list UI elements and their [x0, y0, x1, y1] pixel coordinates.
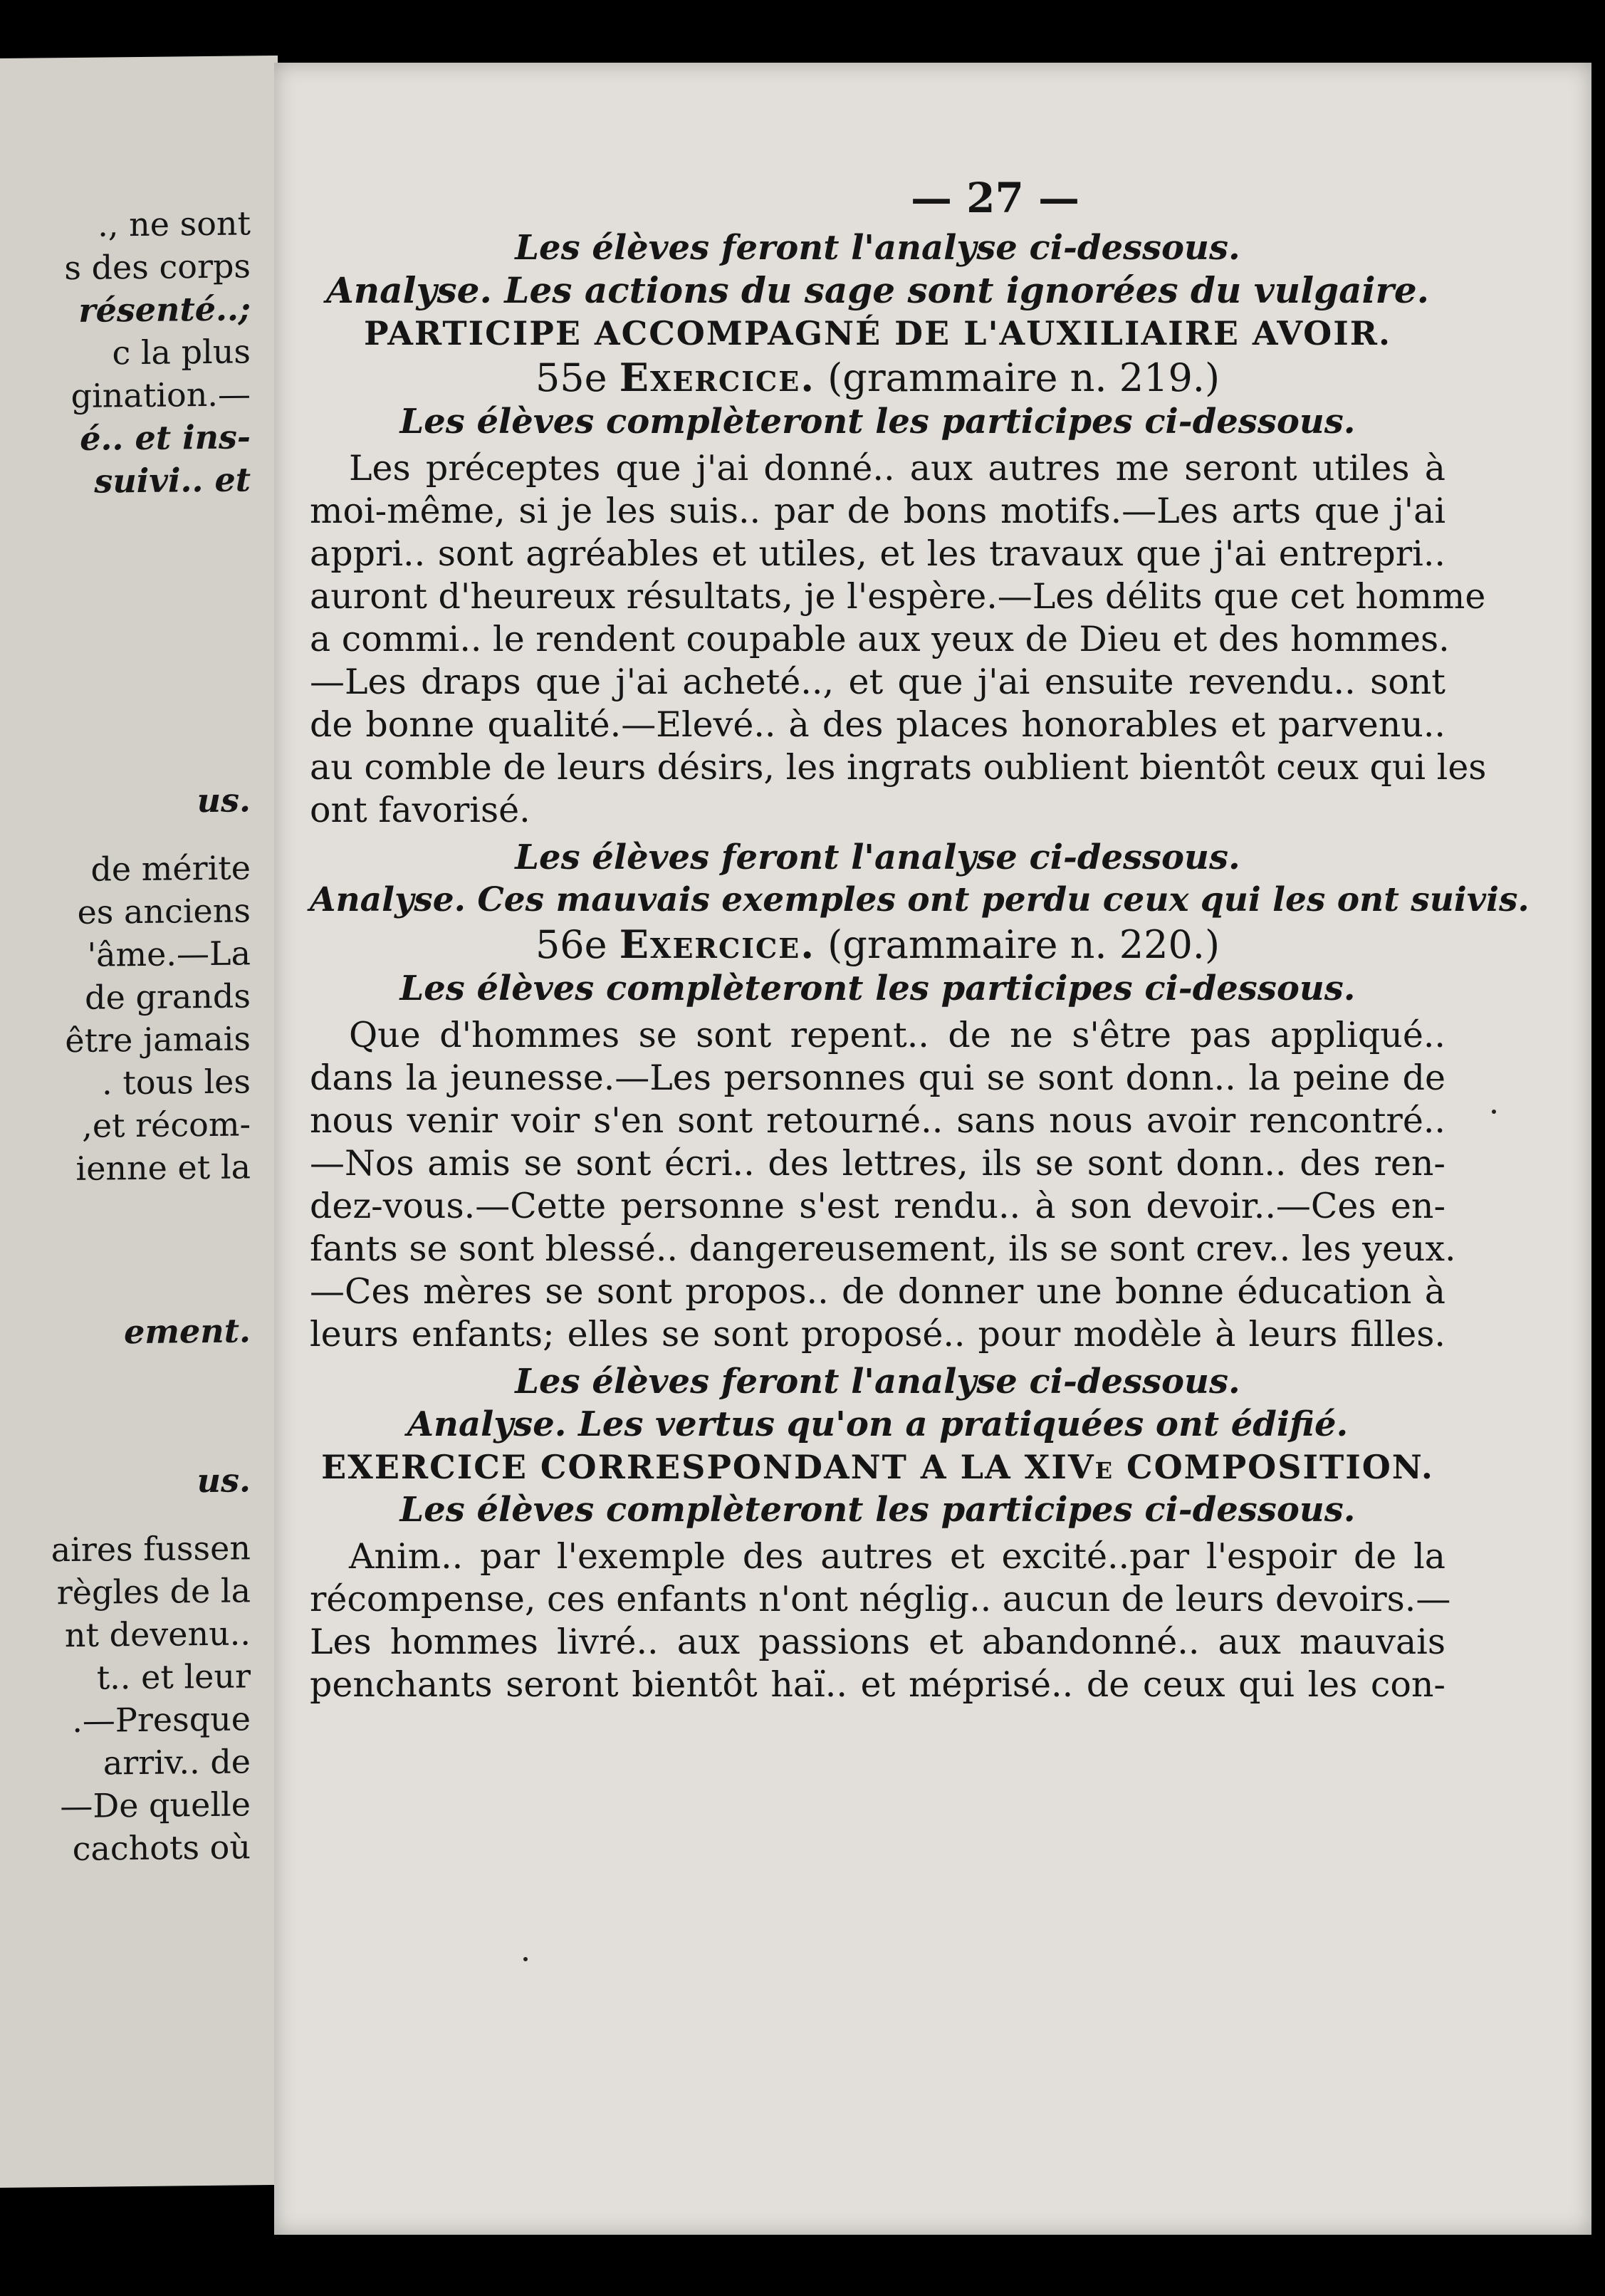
ink-speck	[523, 1957, 528, 1961]
text-line: —Nos amis se sont écri.. des lettres, ils se sont donn.. des ren-	[310, 1143, 1445, 1184]
instruction-analyse-3: Les élèves feront l'analyse ci-dessous.	[515, 1362, 1240, 1402]
instruction-complete-2: Les élèves complèteront les participes ci-dessous.	[399, 969, 1356, 1008]
left-page-fragment: us.	[197, 1461, 251, 1501]
left-page-fragment: é.. et ins-	[80, 417, 251, 458]
left-page-fragment: ement.	[124, 1311, 251, 1352]
left-page-fragment: 'âme.—La	[87, 934, 251, 974]
ink-speck	[1492, 1110, 1496, 1114]
left-page-fragment: nt devenu..	[64, 1614, 251, 1655]
left-page-fragment: ., ne sont	[98, 204, 251, 244]
left-page-fragment: être jamais	[65, 1019, 251, 1060]
text-line: —Les draps que j'ai acheté.., et que j'ai ensuite revendu.. sont	[310, 662, 1445, 702]
text-line: leurs enfants; elles se sont proposé.. pour modèle à leurs filles.	[310, 1314, 1445, 1355]
exercise-56-heading	[310, 922, 1445, 967]
left-page-fragment: .—Presque	[72, 1699, 251, 1740]
instruction-complete-1: Les élèves complèteront les participes ci-dessous.	[399, 402, 1356, 442]
text-line: a commi.. le rendent coupable aux yeux de Dieu et des hommes.	[310, 619, 1450, 659]
text-line: dez-vous.—Cette personne s'est rendu.. à son devoir..—Ces en-	[310, 1186, 1445, 1226]
left-page-fragment: de grands	[85, 976, 251, 1017]
exercise-56-word: Exercice.	[619, 922, 816, 967]
analyse-line-2: Analyse. Ces mauvais exemples ont perdu ceux qui les ont suivis.	[310, 880, 1530, 919]
instruction-analyse-2: Les élèves feront l'analyse ci-dessous.	[515, 837, 1240, 877]
left-page-fragment: ienne et la	[75, 1147, 251, 1188]
left-page-fragment: c la plus	[112, 332, 251, 372]
text-line: penchants seront bientôt haï.. et méprisé.. de ceux qui les con-	[310, 1664, 1445, 1705]
text-line: auront d'heureux résultats, je l'espère.—Les délits que cet homme	[310, 576, 1486, 617]
exercise-55-text	[310, 447, 1487, 832]
text-line: moi-même, si je les suis.. par de bons motifs.—Les arts que j'ai	[310, 491, 1445, 531]
text-line: de bonne qualité.—Elevé.. à des places honorables et parvenu..	[310, 704, 1445, 745]
text-line: récompense, ces enfants n'ont néglig.. aucun de leurs devoirs.—	[310, 1579, 1451, 1619]
analyse-line-3: Analyse. Les vertus qu'on a pratiquées ont édifié.	[407, 1404, 1349, 1444]
text-line: Les préceptes que j'ai donné.. aux autres me seront utiles à	[349, 448, 1445, 489]
text-line: fants se sont blessé.. dangereusement, ils se sont crev.. les yeux.	[310, 1228, 1456, 1269]
section-title-participe: PARTICIPE ACCOMPAGNÉ DE L'AUXILIAIRE AVOIR.	[364, 314, 1391, 353]
left-page-fragment: aires fussen	[51, 1528, 251, 1570]
left-page-fragment: arriv.. de	[103, 1742, 251, 1783]
left-page-fragment: suivi.. et	[94, 460, 251, 501]
left-page-fragment: s des corps	[64, 246, 251, 288]
text-line: ont favorisé.	[310, 790, 530, 830]
left-page-fragment: résenté..;	[78, 289, 251, 330]
page-number: — 27 —	[910, 174, 1080, 222]
exercise-55-number: 55e	[535, 355, 619, 400]
left-page-fragment: règles de la	[56, 1571, 251, 1612]
exercise-56-number: 56e	[535, 922, 619, 967]
right-page	[274, 63, 1591, 2235]
instruction-complete-3: Les élèves complèteront les participes ci-dessous.	[399, 1490, 1356, 1530]
exercise-55-word: Exercice.	[619, 355, 816, 400]
page-content	[310, 169, 1530, 1711]
exercise-xiv-text	[310, 1535, 1451, 1706]
text-line: au comble de leurs désirs, les ingrats oublient bientôt ceux qui les	[310, 747, 1487, 788]
text-line: appri.. sont agréables et utiles, et les travaux que j'ai entrepri..	[310, 533, 1445, 574]
analyse-line-1: Analyse. Les actions du sage sont ignorées du vulgaire.	[325, 269, 1430, 311]
exercise-56-reference: (grammaire n. 220.)	[815, 922, 1220, 967]
left-page-fragment: ,et récom-	[82, 1105, 251, 1145]
left-page-fragment: gination.—	[70, 375, 251, 415]
left-page-fragment: us.	[197, 781, 251, 820]
exercise-56-text	[310, 1014, 1456, 1356]
left-page	[0, 56, 278, 2188]
text-line: —Ces mères se sont propos.. de donner une bonne éducation à	[310, 1271, 1445, 1312]
section-title-composition: EXERCICE CORRESPONDANT A LA XIVe COMPOSITION.	[321, 1448, 1434, 1486]
exercise-55-heading	[310, 355, 1445, 400]
instruction-analyse-1: Les élèves feront l'analyse ci-dessous.	[515, 228, 1240, 268]
text-line: Anim.. par l'exemple des autres et excité..par l'espoir de la	[349, 1536, 1445, 1577]
text-line: Les hommes livré.. aux passions et abandonné.. aux mauvais	[310, 1622, 1445, 1662]
left-page-fragment: es anciens	[77, 891, 251, 932]
text-line: Que d'hommes se sont repent.. de ne s'être pas appliqué..	[349, 1015, 1445, 1055]
text-line: dans la jeunesse.—Les personnes qui se sont donn.. la peine de	[310, 1058, 1445, 1098]
left-page-fragment: —De quelle	[60, 1785, 251, 1826]
left-page-fragment: t.. et leur	[96, 1656, 251, 1697]
text-line: nous venir voir s'en sont retourné.. sans nous avoir rencontré..	[310, 1100, 1445, 1141]
left-page-fragment: cachots où	[72, 1827, 251, 1868]
left-page-fragment: . tous les	[102, 1062, 251, 1102]
left-page-fragment: de mérite	[90, 848, 251, 889]
exercise-55-reference: (grammaire n. 219.)	[815, 355, 1220, 400]
